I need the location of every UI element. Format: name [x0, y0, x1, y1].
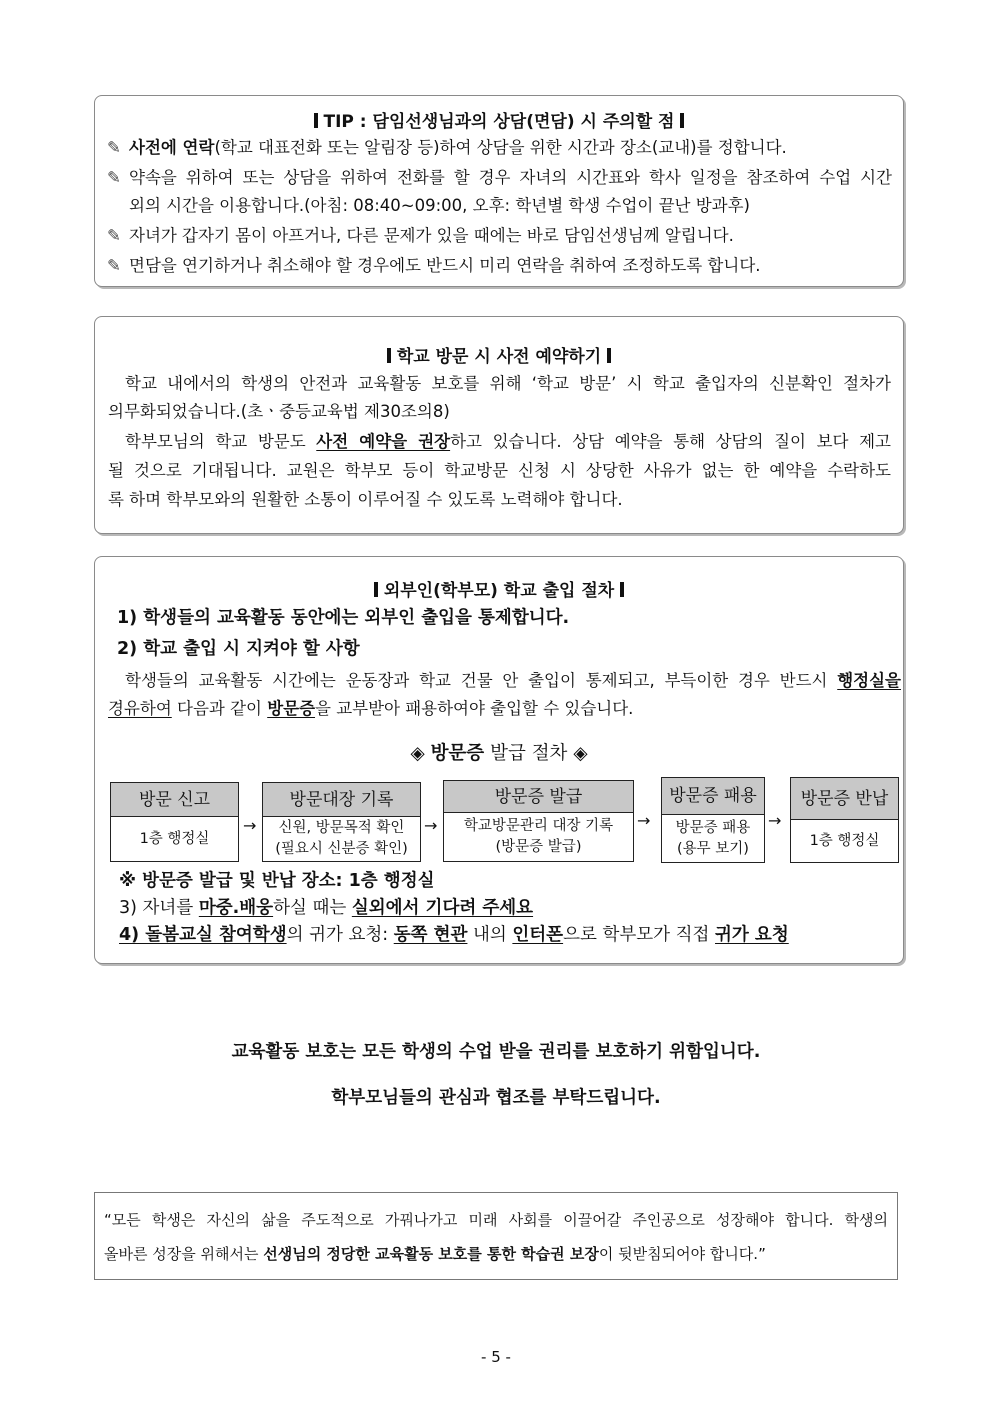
- tip-item-1: ✎ 사전에 연락(학교 대표전화 또는 알림장 등)하여 상담을 위한 시간과 장소(교내)를 정합니다.: [107, 138, 787, 157]
- quote-line-2: 올바른 성장을 위해서는 선생님의 정당한 교육활동 보호를 통한 학습권 보장이 뒷받침되어야 합니다.”: [104, 1245, 766, 1263]
- entry-paragraph-line2: 경유하여 다음과 같이 방문증을 교부받아 패용하여야 출입할 수 있습니다.: [108, 699, 634, 718]
- flow-step-3: [443, 780, 634, 862]
- reservation-box: [94, 316, 904, 534]
- tip-item-4: ✎ 면담을 연기하거나 취소해야 할 경우에도 반드시 미리 연락을 취하여 조정하도록 합니다.: [107, 256, 761, 275]
- flow-step-4-head: 방문증 패용: [662, 778, 764, 815]
- flow-step-1: [110, 782, 239, 862]
- entry-rule-4: 4) 돌봄교실 참여학생의 귀가 요청: 동쪽 현관 내의 인터폰으로 학부모가 직접 귀가 요청: [119, 925, 789, 945]
- reservation-p2-line1: 학부모님의 학교 방문도 사전 예약을 권장하고 있습니다. 상담 예약을 통해 상담의 질이 보다 제고: [125, 432, 891, 451]
- flow-step-2-head: 방문대장 기록: [263, 783, 420, 817]
- flow-arrow-4: →: [768, 811, 782, 830]
- page-number: - 5 -: [481, 1348, 511, 1366]
- reservation-p1-line1: 학교 내에서의 학생의 안전과 교육활동 보호를 위해 ‘학교 방문’ 시 학교 출입자의 신분확인 절차가: [125, 374, 891, 393]
- tip-title: TIP : 담임선생님과의 상담(면담) 시 주의할 점: [95, 107, 903, 132]
- message-line-1: 교육활동 보호는 모든 학생의 수업 받을 권리를 보호하기 위함입니다.: [231, 1042, 761, 1062]
- tip-box: [94, 95, 904, 287]
- reservation-title: 학교 방문 시 사전 예약하기: [95, 342, 903, 367]
- reservation-p1-line2: 의무화되었습니다.(초ㆍ중등교육법 제30조의8): [108, 402, 450, 421]
- pencil-icon: ✎: [107, 138, 121, 157]
- flow-step-3-body: 학교방문관리 대장 기록 (방문증 발급): [463, 818, 614, 855]
- entry-title: 외부인(학부모) 학교 출입 절차: [95, 576, 903, 601]
- tip-item-2-cont: 외의 시간을 이용합니다.(아침: 08:40~09:00, 오후: 학년별 학생 수업이 끝난 방과후): [129, 196, 750, 215]
- entry-rule-2: 2) 학교 출입 시 지켜야 할 사항: [117, 639, 360, 659]
- flow-step-5-body: 1층 행정실: [809, 832, 880, 849]
- message-line-2: 학부모님들의 관심과 협조를 부탁드립니다.: [331, 1088, 661, 1108]
- flow-step-2-body: 신원, 방문목적 확인 (필요시 신분증 확인): [275, 820, 408, 857]
- pencil-icon: ✎: [107, 256, 121, 275]
- pencil-icon: ✎: [107, 226, 121, 245]
- quote-box: [94, 1192, 898, 1280]
- tip-item-3: ✎ 자녀가 갑자기 몸이 아프거나, 다른 문제가 있을 때에는 바로 담임선생님께 알립니다.: [107, 226, 734, 245]
- entry-paragraph-line1: 학생들의 교육활동 시간에는 운동장과 학교 건물 안 출입이 통제되고, 부득이한 경우 반드시 행정실을: [125, 671, 901, 690]
- pencil-icon: ✎: [107, 168, 121, 187]
- flow-step-4-body: 방문증 패용 (용무 보기): [675, 819, 751, 857]
- flow-step-1-body: 1층 행정실: [139, 830, 210, 847]
- flow-step-2: [262, 782, 421, 862]
- flow-arrow-1: →: [243, 816, 257, 835]
- entry-box: [94, 556, 904, 964]
- flow-step-3-head: 방문증 발급: [444, 781, 633, 813]
- flow-arrow-3: →: [637, 811, 651, 830]
- entry-rule-1: 1) 학생들의 교육활동 동안에는 외부인 출입을 통제합니다.: [117, 608, 570, 628]
- reservation-p2-line3: 록 하며 학부모와의 원활한 소통이 이루어질 수 있도록 노력해야 합니다.: [108, 490, 623, 509]
- quote-line-1: “모든 학생은 자신의 삶을 주도적으로 가꿔나가고 미래 사회를 이끌어갈 주인공으로 성장해야 합니다. 학생의: [104, 1211, 888, 1229]
- flow-step-5: [790, 777, 899, 863]
- flow-title: ◈ 방문증 발급 절차 ◈: [410, 743, 588, 764]
- tip-item-2: ✎ 약속을 위하여 또는 상담을 위하여 전화를 할 경우 자녀의 시간표와 학사 일정을 참조하여 수업 시간: [107, 168, 892, 187]
- flow-step-1-head: 방문 신고: [111, 783, 238, 817]
- entry-note: ※ 방문증 발급 및 반납 장소: 1층 행정실: [119, 871, 435, 891]
- reservation-p2-line2: 될 것으로 기대됩니다. 교원은 학부모 등이 학교방문 신청 시 상당한 사유가 없는 한 예약을 수락하도: [108, 461, 891, 480]
- entry-rule-3: 3) 자녀를 마중.배웅하실 때는 실외에서 기다려 주세요: [119, 898, 534, 918]
- flow-step-4: [661, 777, 765, 863]
- flow-arrow-2: →: [424, 816, 438, 835]
- flow-step-5-head: 방문증 반납: [791, 778, 898, 820]
